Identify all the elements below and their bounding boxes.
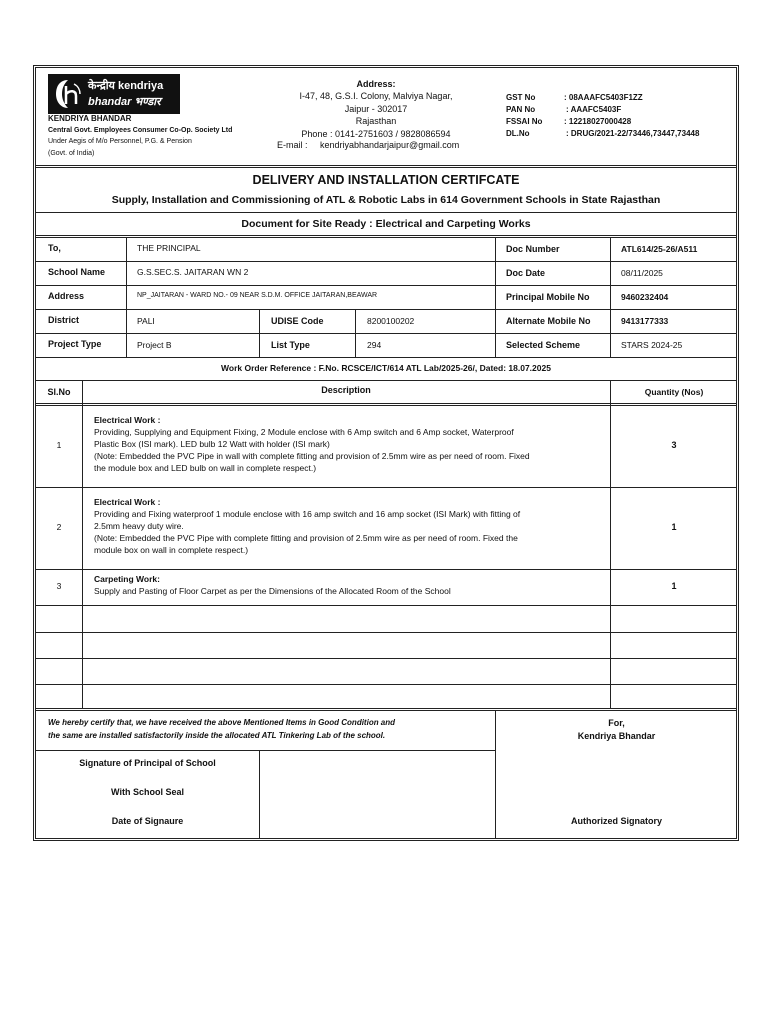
school-name-label: School Name — [48, 267, 106, 277]
address-label: Address: — [356, 79, 396, 89]
item-description — [94, 414, 602, 474]
sl-no-header: Sl.No — [47, 387, 71, 397]
divider — [36, 710, 736, 711]
empty-row-divider — [36, 658, 736, 659]
divider — [36, 237, 736, 238]
item-line: Providing, Supplying and Equipment Fixing, 2 Module enclose with 6 Amp switch and 6 Amp socket, Waterproof — [94, 427, 514, 437]
item-line: Providing and Fixing waterproof 1 module enclose with 16 amp switch and 16 amp socket (ISI Mark) with fitting of — [94, 509, 521, 519]
email[interactable]: kendriyabhandarjaipur@gmail.com — [320, 140, 460, 150]
kendriya-bhandar-logo — [48, 74, 180, 114]
item-sl-no: 3 — [56, 581, 62, 591]
divider — [495, 237, 496, 357]
project-type-label: Project Type — [48, 339, 102, 349]
divider — [259, 309, 260, 357]
divider — [36, 569, 736, 570]
work-order-reference: Work Order Reference : F.No. RCSCE/ICT/614 ATL Lab/2025-26/, Dated: 18.07.2025 — [221, 363, 551, 373]
item-sl-no: 2 — [56, 522, 62, 532]
gst-label: GST No — [506, 93, 536, 102]
org-name: KENDRIYA BHANDAR — [48, 114, 132, 123]
divider — [36, 605, 736, 606]
divider — [36, 357, 736, 358]
for-organization: Kendriya Bhandar — [577, 731, 656, 741]
school-name-value: G.S.SEC.S. JAITARAN WN 2 — [137, 267, 249, 277]
list-type-label: List Type — [271, 340, 310, 350]
doc-date-label: Doc Date — [506, 268, 546, 278]
item-quantity: 1 — [671, 522, 677, 532]
divider — [36, 165, 736, 166]
divider — [36, 380, 736, 381]
item-line: (Note: Embedded the PVC Pipe in wall with complete fitting and provision of 2.5mm wire as per need of room. Fixed — [94, 451, 530, 461]
pan-value: : AAAFC5403F — [566, 105, 622, 114]
divider — [610, 237, 611, 357]
item-heading: Electrical Work : — [94, 497, 161, 507]
item-quantity: 3 — [671, 440, 677, 450]
list-type-value: 294 — [367, 340, 382, 350]
org-aegis: Under Aegis of M/o Personnel, P.G. & Pension — [48, 138, 192, 145]
doc-number-label: Doc Number — [506, 244, 560, 254]
divider — [36, 403, 736, 404]
item-sl-no: 1 — [56, 440, 62, 450]
org-govt: (Govt. of India) — [48, 150, 95, 157]
district-value: PALI — [137, 316, 155, 326]
address-field-value: NP_JAITARAN - WARD NO.- 09 NEAR S.D.M. OFFICE JAITARAN,BEAWAR — [137, 292, 378, 299]
authorized-signatory-label: Authorized Signatory — [570, 816, 662, 826]
district-label: District — [48, 315, 80, 325]
address-field-label: Address — [48, 291, 85, 301]
divider — [36, 261, 736, 262]
item-line: (Note: Embedded the PVC Pipe with complete fitting and provision of 2.5mm wire as per need of room. Fixed the — [94, 533, 518, 543]
description-header: Description — [321, 385, 371, 395]
date-of-signature-label: Date of Signaure — [111, 816, 184, 826]
fssai-label: FSSAI No — [506, 117, 543, 126]
divider — [36, 405, 736, 406]
certification-line: the same are installed satisfactorily inside the allocated ATL Tinkering Lab of the school. — [48, 731, 386, 740]
principal-signature-label: Signature of Principal of School — [79, 758, 216, 768]
alternate-mobile-value: 9413177333 — [621, 316, 669, 326]
empty-row-divider — [36, 684, 736, 685]
certificate-subtitle: Supply, Installation and Commissioning of ATL & Robotic Labs in 614 Government Schools in State Rajasthan — [111, 194, 661, 206]
document-purpose: Document for Site Ready : Electrical and Carpeting Works — [241, 218, 531, 230]
principal-mobile-value: 9460232404 — [621, 292, 669, 302]
org-society: Central Govt. Employees Consumer Co-Op. Society Ltd — [48, 127, 233, 134]
phone: Phone : 0141-2751603 / 9828086594 — [301, 129, 451, 139]
quantity-header: Quantity (Nos) — [644, 387, 704, 397]
divider — [36, 708, 736, 709]
logo-english-text: bhandar भण्डार — [88, 96, 161, 108]
divider — [355, 309, 356, 357]
for-label: For, — [608, 718, 625, 728]
item-line: Supply and Pasting of Floor Carpet as per the Dimensions of the Allocated Room of the School — [94, 586, 451, 596]
item-description — [94, 573, 602, 597]
certificate-title: DELIVERY AND INSTALLATION CERTIFCATE — [252, 173, 520, 187]
fssai-value: : 12218027000428 — [564, 117, 632, 126]
item-heading: Carpeting Work: — [94, 574, 160, 584]
alternate-mobile-label: Alternate Mobile No — [506, 316, 591, 326]
divider — [36, 212, 736, 213]
dl-value: : DRUG/2021-22/73446,73447,73448 — [566, 129, 700, 138]
gst-value: : 08AAAFC5403F1ZZ — [564, 93, 643, 102]
divider — [126, 237, 127, 357]
item-line: Plastic Box (ISI mark). LED bulb 12 Watt with holder (ISI mark) — [94, 439, 330, 449]
item-line: the module box and LED bulb on wall in complete respect.) — [94, 463, 317, 473]
divider — [36, 750, 495, 751]
address-line2: Jaipur - 302017 — [344, 104, 408, 114]
divider — [36, 235, 736, 236]
address-line1: I-47, 48, G.S.I. Colony, Malviya Nagar, — [299, 91, 453, 101]
divider — [36, 167, 736, 168]
item-quantity: 1 — [671, 581, 677, 591]
to-label: To, — [48, 243, 61, 253]
email-label: E-mail : — [277, 140, 308, 150]
udise-label: UDISE Code — [271, 316, 324, 326]
dl-label: DL.No — [506, 129, 530, 138]
doc-date-value: 08/11/2025 — [621, 268, 663, 278]
divider — [36, 487, 736, 488]
logo-mark-icon — [52, 76, 84, 112]
selected-scheme-value: STARS 2024-25 — [621, 340, 683, 350]
project-type-value: Project B — [137, 340, 172, 350]
logo-hindi-text: केन्द्रीय kendriya — [88, 80, 164, 92]
selected-scheme-label: Selected Scheme — [506, 340, 581, 350]
to-value: THE PRINCIPAL — [137, 243, 201, 253]
item-description — [94, 496, 602, 556]
principal-mobile-label: Principal Mobile No — [506, 292, 590, 302]
item-line: module box on wall in complete respect.) — [94, 545, 249, 555]
certification-statement — [48, 716, 486, 742]
address-line3: Rajasthan — [355, 116, 397, 126]
divider — [36, 285, 736, 286]
udise-value: 8200100202 — [367, 316, 415, 326]
certificate-frame — [35, 67, 737, 839]
divider — [36, 309, 736, 310]
doc-number-value: ATL614/25-26/A511 — [621, 244, 698, 254]
divider — [36, 333, 736, 334]
item-line: 2.5mm heavy duty wire. — [94, 521, 184, 531]
certification-line: We hereby certify that, we have received the above Mentioned Items in Good Condition and — [48, 718, 396, 727]
empty-row-divider — [36, 632, 736, 633]
item-heading: Electrical Work : — [94, 415, 161, 425]
school-seal-label: With School Seal — [111, 787, 184, 797]
pan-label: PAN No — [506, 105, 536, 114]
divider — [259, 750, 260, 838]
